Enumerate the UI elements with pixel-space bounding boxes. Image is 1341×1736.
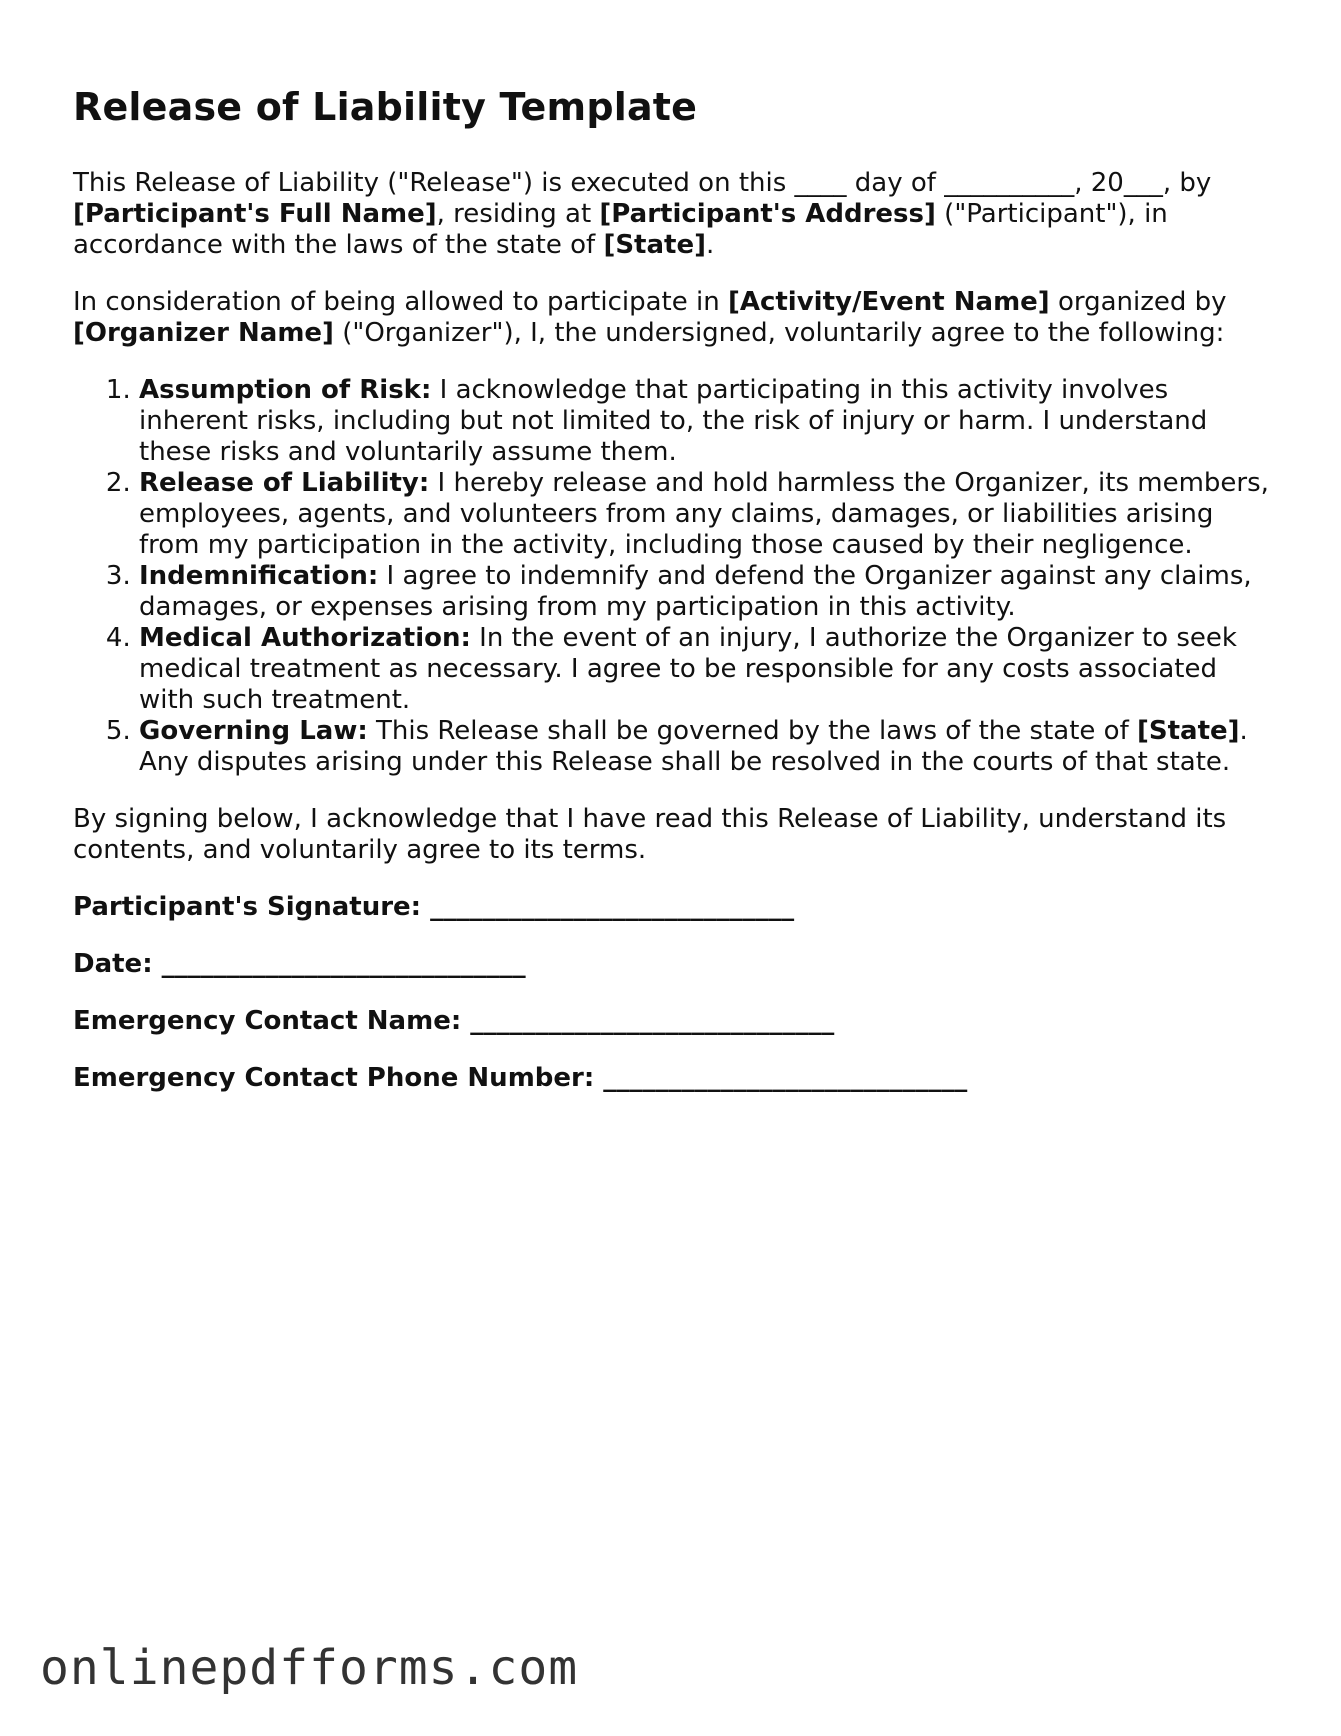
- participant-address-placeholder: [Participant's Address]: [599, 198, 936, 229]
- clause-governing-law: [139, 716, 1273, 778]
- clause-medical-authorization: [139, 623, 1273, 716]
- consideration-text-1: In consideration of being allowed to participate in: [73, 286, 728, 317]
- clause-indemnification: [139, 561, 1273, 623]
- date-field[interactable]: Date: ____________________________: [73, 948, 526, 979]
- clause-heading: Indemnification:: [139, 560, 379, 591]
- emergency-contact-name-field[interactable]: Emergency Contact Name: ____________________________: [73, 1005, 835, 1036]
- acknowledgement-paragraph: By signing below, I acknowledge that I have read this Release of Liability, understand its contents, and voluntarily agree to its terms.: [73, 803, 1227, 865]
- clause-heading: Medical Authorization:: [139, 622, 471, 653]
- clause-text: In the event of an injury, I authorize the Organizer to seek medical treatment as necessary. I agree to be responsible for any costs associated with such treatment.: [139, 622, 1237, 715]
- page-title: Release of Liability Template: [73, 85, 698, 129]
- intro-text-3: ("Participant"), in accordance with the laws of the state of: [73, 198, 1168, 260]
- state-placeholder: [State]: [603, 229, 706, 260]
- clause-heading: Governing Law:: [139, 715, 368, 746]
- clause-list: [73, 375, 1273, 778]
- intro-text-2: , residing at: [436, 198, 600, 229]
- clause-text: I acknowledge that participating in this activity involves inherent risks, including but not limited to, the risk of injury or harm. I understand these risks and voluntarily assume them.: [139, 374, 1208, 467]
- consideration-paragraph: [73, 287, 1273, 349]
- state-placeholder: [State]: [1136, 715, 1240, 746]
- consideration-text-2: organized by: [1049, 286, 1227, 317]
- intro-text-4: .: [705, 229, 715, 260]
- consideration-text-3: ("Organizer"), I, the undersigned, voluntarily agree to the following:: [333, 317, 1225, 348]
- intro-text-1: This Release of Liability ("Release") is executed on this ____ day of __________, 20___, by: [73, 167, 1212, 198]
- activity-placeholder: [Activity/Event Name]: [727, 286, 1050, 317]
- clause-assumption-of-risk: [139, 375, 1273, 468]
- document-page: [73, 84, 1273, 1120]
- signature-field[interactable]: Participant's Signature: ____________________________: [73, 891, 795, 922]
- organizer-placeholder: [Organizer Name]: [73, 317, 334, 348]
- intro-paragraph: [73, 168, 1273, 261]
- clause-text: . Any disputes arising under this Release shall be resolved in the courts of that state.: [139, 715, 1248, 777]
- clause-text: I agree to indemnify and defend the Organizer against any claims, damages, or expenses arising from my participation in this activity.: [139, 560, 1252, 622]
- watermark: onlinepdfforms.com: [40, 1640, 579, 1696]
- clause-release-of-liability: [139, 468, 1273, 561]
- participant-name-placeholder: [Participant's Full Name]: [73, 198, 437, 229]
- emergency-contact-phone-field[interactable]: Emergency Contact Phone Number: ____________________________: [73, 1062, 968, 1093]
- clause-text: I hereby release and hold harmless the Organizer, its members, employees, agents, and volunteers from any claims, damages, or liabilities arising from my participation in the activity, including those caused by their negligence.: [139, 467, 1269, 560]
- clause-heading: Release of Liability:: [139, 467, 430, 498]
- clause-heading: Assumption of Risk:: [139, 374, 432, 405]
- clause-text: This Release shall be governed by the laws of the state of: [367, 715, 1137, 746]
